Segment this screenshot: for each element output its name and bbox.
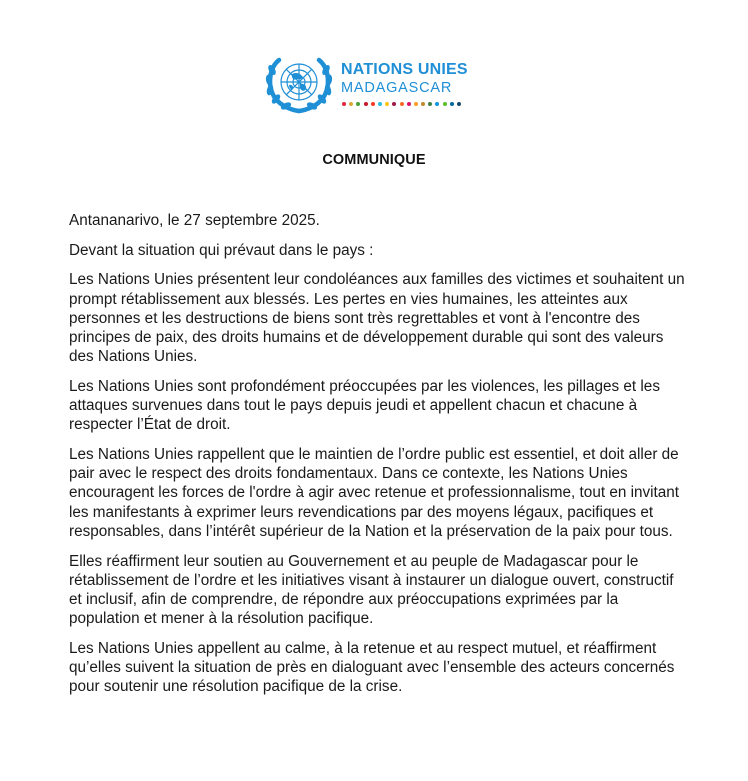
org-country: MADAGASCAR [341,80,453,96]
sdg-dot [414,102,418,106]
sdg-dot [342,102,346,106]
intro-line: Devant la situation qui prévaut dans le pays : [69,241,374,259]
document-title: COMMUNIQUE [322,152,426,168]
date-line: Antananarivo, le 27 septembre 2025. [69,212,320,229]
sdg-dot [421,102,425,106]
sdg-dot [443,102,447,106]
sdg-dot [378,102,382,106]
paragraph-condolences: Les Nations Unies présentent leur condoléances aux familles des victimes et souhaitent un prompt rétablissement aux blessés. Les pertes en vies humaines, les atteintes aux personnes et les destructions de biens sont très regrettables et vont à l'encontre des principes de paix, des droits humains et de développement durable qui sont des valeurs des Nations Unies. [69,271,685,366]
sdg-dot [400,102,404,106]
un-emblem-icon [259,52,339,114]
paragraph-calm: Les Nations Unies appellent au calme, à la retenue et au respect mutuel, et réaffirment qu’elles suivent la situation de près en dialoguant avec l’ensemble des acteurs concernés pour soutenir une résolution pacifique de la crise. [69,639,675,696]
letterhead [0,52,748,116]
sdg-dot [349,102,353,106]
sdg-dot [371,102,375,106]
sdg-dot [364,102,368,106]
sdg-dot [392,102,396,106]
sdg-dot [428,102,432,106]
document-body [69,211,689,707]
sdg-dot [356,102,360,106]
sdg-dot [435,102,439,106]
sdg-color-dots [342,102,461,106]
sdg-dot [385,102,389,106]
paragraph-public-order: Les Nations Unies rappellent que le maintien de l’ordre public est essentiel, et doit aller de pair avec le respect des droits fondamentaux. Dans ce contexte, les Nations Unies encouragent les forces de l'ordre à agir avec retenue et professionnalisme, tout en invitant les manifestants à exprimer leurs revendications par des moyens légaux, pacifiques et responsables, dans l’intérêt supérieur de la Nation et la préservation de la paix pour tous. [69,446,680,540]
paragraph-concern: Les Nations Unies sont profondément préoccupées par les violences, les pillages et les attaques survenues dans tout le pays depuis jeudi et appellent chacun et chacune à respecter l’État de droit. [69,377,660,434]
org-name: NATIONS UNIES [341,61,468,78]
sdg-dot [450,102,454,106]
paragraph-support: Elles réaffirment leur soutien au Gouvernement et au peuple de Madagascar pour le rétablissement de l’ordre et les initiatives visant à instaurer un dialogue ouvert, constructif et inclusif, afin de comprendre, de répondre aux préoccupations exprimées par la population et mener à la résolution pacifique. [69,552,674,628]
sdg-dot [457,102,461,106]
sdg-dot [407,102,411,106]
